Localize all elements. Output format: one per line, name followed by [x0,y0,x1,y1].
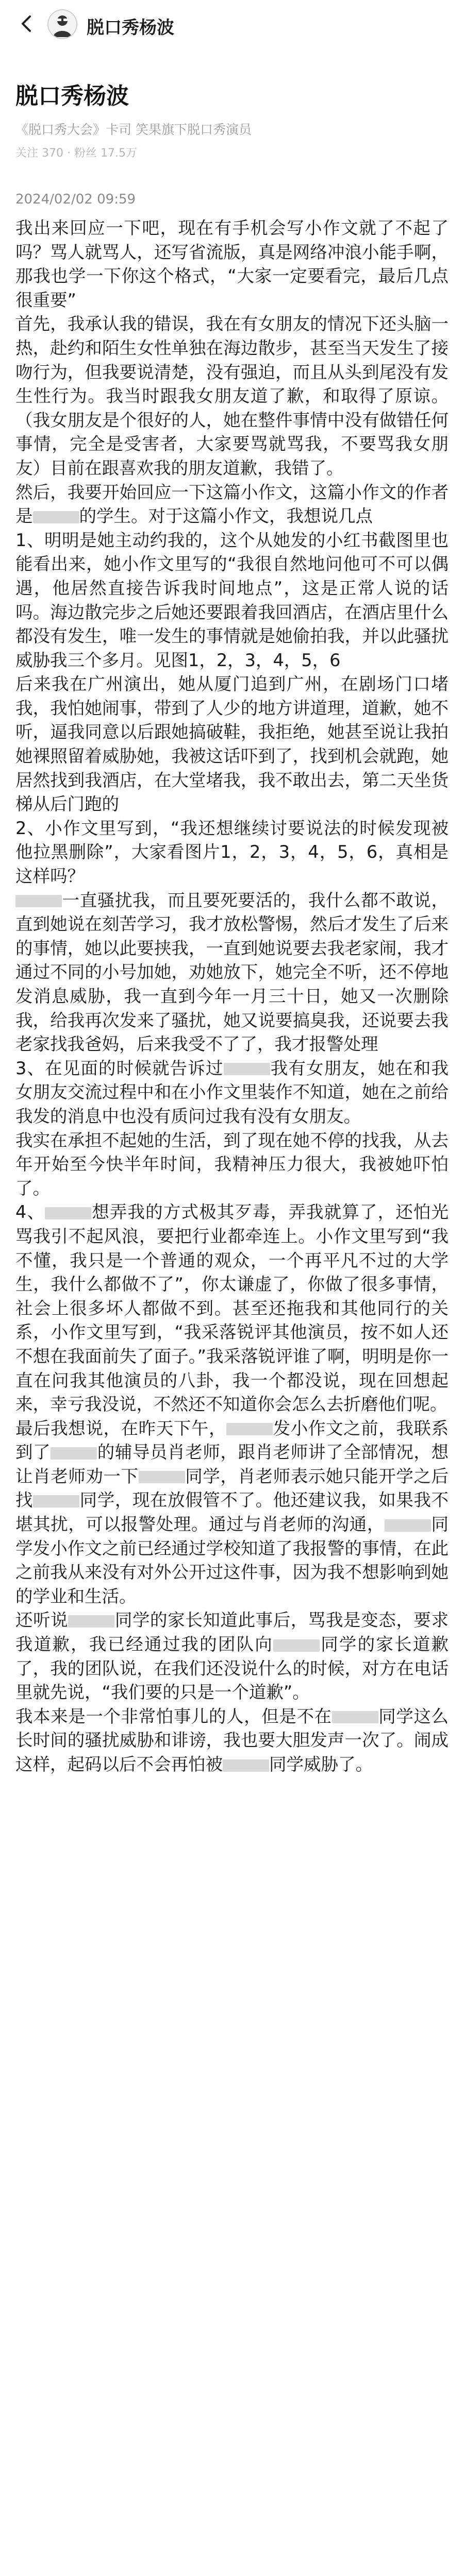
avatar[interactable] [47,9,77,39]
post-paragraph: 2、小作文里写到，“我还想继续讨要说法的时候发现被他拉黑删除”，大家看图片1，2，3，4，5，6，真相是这样吗？ [15,818,449,887]
redaction-block [385,1519,431,1532]
post-paragraph: 我实在承担不起她的生活，到了现在她不停的找我，从去年开始至今快半年时间，我精神压力很大，我被她吓怕了。 [15,1130,449,1198]
redaction-block [226,1423,273,1435]
post-paragraph: 1、明明是她主动约我的，这个从她发的小红书截图里也能看出来，她小作文里写的“我很自然地问他可不可以偶遇，他居然直接告诉我时间地点”，这是正常人说的话吗。海边散完步之后她还要跟着我回酒店，在酒店里什么都没有发生，唯一发生的事情就是她偷拍我，并以此骚扰威胁我三个多月。见图1，2，3，4，5，6 [15,530,449,670]
profile-stats: 关注 370 · 粉丝 17.5万 [15,147,137,160]
post-paragraph: 最后我想说，在昨天下午， 发小作文之前，我联系到了 的辅导员肖老师，跟肖老师讲了全部情况，想让肖老师劝一下 同学，肖老师表示她只能开学之后找 同学，现在放假管不了。他还建议我，如果我不堪其扰，可以报警处理。通过与肖老师的沟通， 同学发小作文之前已经通过学校知道了我报警的事情，在此之前我从来没有对外公开过这件事，因为我不想影响到她的学业和生活。 [15,1418,449,1606]
avatar-illustration-icon [48,10,76,38]
profile-header [15,77,449,160]
post-paragraph: 3、在见面的时候就告诉过 我有女朋友，她在和我女朋友交流过程中和在小作文里装作不知道，她在之前给我发的消息中也没有质问过我有没有女朋友。 [15,1058,449,1126]
redaction-block [45,1207,91,1219]
redaction-block [332,1711,378,1723]
redaction-block [33,511,79,523]
redaction-block [139,1471,185,1483]
redaction-block [224,1063,270,1075]
redaction-block [223,1759,269,1772]
post-paragraph: 后来我在广州演出，她从厦门追到广州，在剧场门口堵我，我怕她闹事，带到了人少的地方讲道理，道歉，她不听，逼我同意以后跟她搞破鞋，我拒绝，她甚至说让我拍她裸照留着威胁她，我被这话吓到了，找到机会就跑，她居然找到我酒店，在大堂堵我，我不敢出去，第二天坐货梯从后门跑的 [15,674,449,815]
profile-description: 《脱口秀大会》卡司 笑果旗下脱口秀演员 [15,122,252,137]
post-paragraph: 首先，我承认我的错误，我在有女朋友的情况下还头脑一热，赴约和陌生女性单独在海边散步，甚至当天发生了接吻行为，但我要说清楚，没有强迫，而且从头到尾没有发生性行为。我当时跟我女朋友道了歉，和取得了原谅。（我女朋友是个很好的人，她在整件事情中没有做错任何事情，完全是受害者，大家要骂就骂我，不要骂我女朋友）目前在跟喜欢我的朋友道歉，我错了。 [15,314,449,478]
post-paragraph: 4、 想弄我的方式极其歹毒，弄我就算了，还怕光骂我引不起风浪，要把行业都牵连上。小作文里写到“我不懂，我只是一个普通的观众，一个再平凡不过的大学生，我什么都做不了”，你太谦虚了，你做了很多事情，社会上很多坏人都做不到。甚至还拖我和其他同行的关系，小作文里写到，“我采落锐评其他演员，按不如人还不想在我面前失了面子。”我采落锐评谁了啊，明明是你一直在问我其他演员的八卦，我一个都没说，现在回想起来，幸亏我没说，不然还不知道你会怎么去折磨他们呢。 [15,1202,449,1415]
redaction-block [15,895,62,907]
back-button[interactable] [15,12,38,35]
redaction-block [33,1495,79,1507]
post-paragraph: 然后，我要开始回应一下这篇小作文，这篇小作文的作者是 的学生。对于这篇小作文，我想说几点 [15,482,449,527]
author-name[interactable]: 脱口秀杨波 [87,18,174,38]
redaction-block [273,1639,320,1652]
post-body [15,216,449,2576]
profile-name: 脱口秀杨波 [15,83,129,109]
post-paragraph: 还听说 同学的家长知道此事后，骂我是变态，要求我道歉，我已经通过我的团队向 同学的家长道歉了，我的团队说，在我们还没说什么的时候，对方在电话里就先说，“我们要的只是一个道歉”。 [15,1610,449,1703]
redaction-block [51,1447,97,1460]
top-nav-bar [0,0,464,67]
post-paragraph: 我出来回应一下吧，现在有手机会写小作文就了不起了吗？骂人就骂人，还写省流版，真是网络冲浪小能手啊，那我也学一下你这个格式，“大家一定要看完，最后几点很重要” [15,218,449,310]
redaction-block [68,1615,114,1628]
chevron-left-icon [15,12,38,35]
post-paragraph: 一直骚扰我，而且要死要活的，我什么都不敢说，直到她说在刻苦学习，我才放松警惕，然后才发生了后来的事情，她以此要挟我，一直到她说要去我老家闹，我才通过不同的小号加她，劝她放下，她完全不听，还不停地发消息威胁，我一直到今年一月三十日，她又一次删除我，给我再次发来了骚扰，她又说要搞臭我，还说要去我老家找我爸妈，后来我受不了了，我才报警处理 [15,890,449,1055]
post-date: 2024/02/02 09:59 [15,192,136,207]
post-paragraph: 我本来是一个非常怕事儿的人，但是不在 同学这么长时间的骚扰威胁和诽谤，我也要大胆发声一次了。闹成这样，起码以后不会再怕被 同学威胁了。 [15,1706,449,1774]
